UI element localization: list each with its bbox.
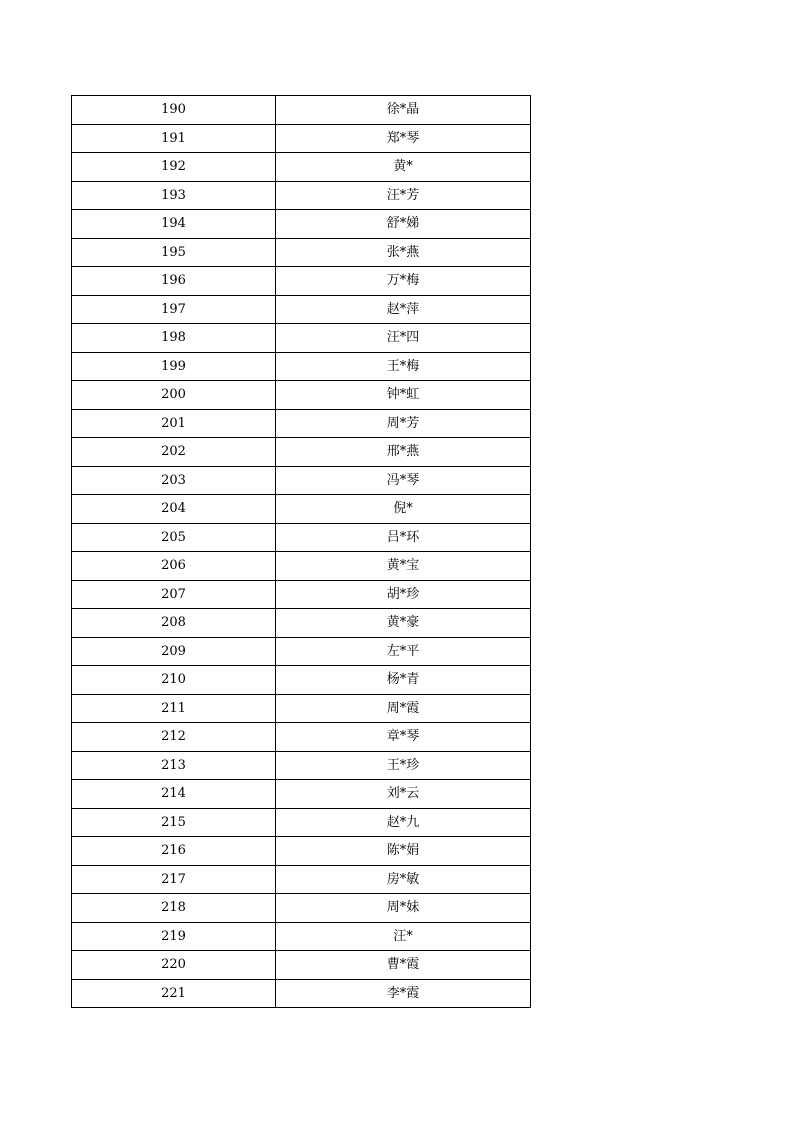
table-row — [72, 894, 531, 923]
row-number-cell: 196 — [72, 267, 276, 296]
row-number-cell: 206 — [72, 552, 276, 581]
row-name-cell: 赵*九 — [276, 808, 531, 837]
row-number-cell: 204 — [72, 495, 276, 524]
table-row — [72, 723, 531, 752]
table-row — [72, 153, 531, 182]
table-row — [72, 324, 531, 353]
row-number-cell: 217 — [72, 865, 276, 894]
table-row — [72, 466, 531, 495]
table-row — [72, 210, 531, 239]
row-name-cell: 汪*芳 — [276, 181, 531, 210]
table-row — [72, 352, 531, 381]
row-number-cell: 221 — [72, 979, 276, 1008]
row-number-cell: 210 — [72, 666, 276, 695]
table-row — [72, 181, 531, 210]
row-number-cell: 191 — [72, 124, 276, 153]
table-row — [72, 694, 531, 723]
row-name-cell: 房*敏 — [276, 865, 531, 894]
row-name-cell: 王*珍 — [276, 751, 531, 780]
row-name-cell: 杨*青 — [276, 666, 531, 695]
row-number-cell: 194 — [72, 210, 276, 239]
table-row — [72, 751, 531, 780]
table-row — [72, 381, 531, 410]
row-name-cell: 张*燕 — [276, 238, 531, 267]
row-name-cell: 章*琴 — [276, 723, 531, 752]
table-row — [72, 780, 531, 809]
table-row — [72, 438, 531, 467]
row-number-cell: 200 — [72, 381, 276, 410]
row-name-cell: 刘*云 — [276, 780, 531, 809]
row-name-cell: 倪* — [276, 495, 531, 524]
row-name-cell: 赵*萍 — [276, 295, 531, 324]
row-number-cell: 202 — [72, 438, 276, 467]
row-name-cell: 曹*霞 — [276, 951, 531, 980]
row-number-cell: 216 — [72, 837, 276, 866]
row-number-cell: 201 — [72, 409, 276, 438]
row-name-cell: 周*妹 — [276, 894, 531, 923]
table-row — [72, 124, 531, 153]
row-name-cell: 黄*宝 — [276, 552, 531, 581]
table-row — [72, 96, 531, 125]
row-number-cell: 208 — [72, 609, 276, 638]
table-row — [72, 295, 531, 324]
row-number-cell: 211 — [72, 694, 276, 723]
row-name-cell: 胡*珍 — [276, 580, 531, 609]
row-number-cell: 209 — [72, 637, 276, 666]
table-row — [72, 837, 531, 866]
table-row — [72, 666, 531, 695]
table-row — [72, 523, 531, 552]
table-row — [72, 637, 531, 666]
table-row — [72, 865, 531, 894]
table-row — [72, 808, 531, 837]
row-name-cell: 黄* — [276, 153, 531, 182]
roster-table-body — [72, 96, 531, 1008]
row-name-cell: 邢*燕 — [276, 438, 531, 467]
row-number-cell: 197 — [72, 295, 276, 324]
table-row — [72, 580, 531, 609]
row-name-cell: 王*梅 — [276, 352, 531, 381]
row-number-cell: 195 — [72, 238, 276, 267]
table-row — [72, 951, 531, 980]
row-number-cell: 203 — [72, 466, 276, 495]
row-name-cell: 黄*豪 — [276, 609, 531, 638]
row-name-cell: 舒*娣 — [276, 210, 531, 239]
row-name-cell: 钟*虹 — [276, 381, 531, 410]
row-number-cell: 198 — [72, 324, 276, 353]
table-row — [72, 552, 531, 581]
row-number-cell: 193 — [72, 181, 276, 210]
row-number-cell: 213 — [72, 751, 276, 780]
row-number-cell: 218 — [72, 894, 276, 923]
table-row — [72, 267, 531, 296]
table-row — [72, 495, 531, 524]
table-row — [72, 238, 531, 267]
row-name-cell: 冯*琴 — [276, 466, 531, 495]
row-name-cell: 周*芳 — [276, 409, 531, 438]
row-name-cell: 陈*娟 — [276, 837, 531, 866]
row-number-cell: 214 — [72, 780, 276, 809]
row-name-cell: 吕*环 — [276, 523, 531, 552]
row-name-cell: 李*霞 — [276, 979, 531, 1008]
row-number-cell: 215 — [72, 808, 276, 837]
table-row — [72, 979, 531, 1008]
row-number-cell: 199 — [72, 352, 276, 381]
row-name-cell: 汪*四 — [276, 324, 531, 353]
row-number-cell: 212 — [72, 723, 276, 752]
row-number-cell: 207 — [72, 580, 276, 609]
table-row — [72, 922, 531, 951]
row-name-cell: 周*霞 — [276, 694, 531, 723]
row-number-cell: 190 — [72, 96, 276, 125]
row-name-cell: 徐*晶 — [276, 96, 531, 125]
row-number-cell: 192 — [72, 153, 276, 182]
row-name-cell: 郑*琴 — [276, 124, 531, 153]
table-row — [72, 609, 531, 638]
row-name-cell: 左*平 — [276, 637, 531, 666]
row-number-cell: 219 — [72, 922, 276, 951]
table-row — [72, 409, 531, 438]
row-name-cell: 万*梅 — [276, 267, 531, 296]
row-name-cell: 汪* — [276, 922, 531, 951]
row-number-cell: 205 — [72, 523, 276, 552]
roster-table — [71, 95, 531, 1008]
row-number-cell: 220 — [72, 951, 276, 980]
